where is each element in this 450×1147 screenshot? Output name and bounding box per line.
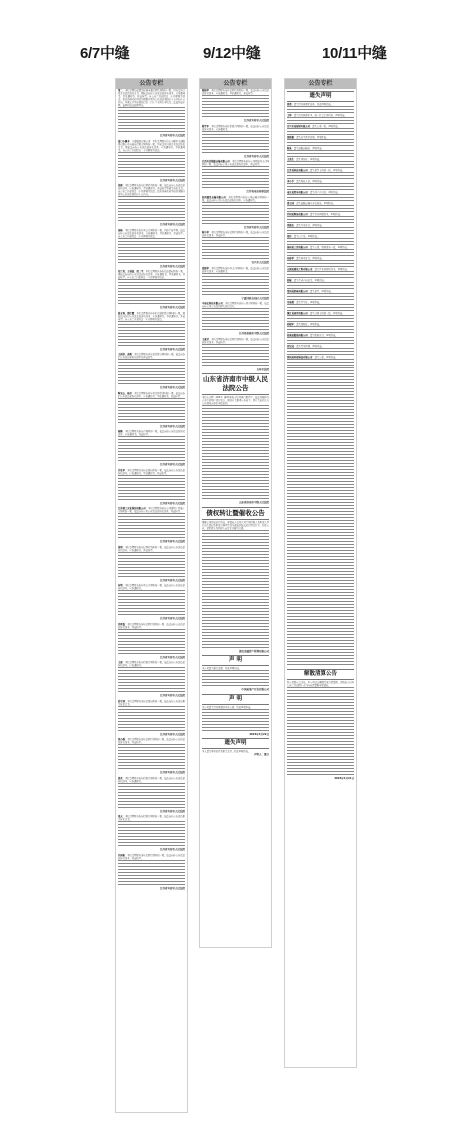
notice-entry: 陈中华：本院受理原告诉你民间借贷纠纷一案，依法向你公告送达起诉状副本、开庭传票。 xyxy=(202,231,269,237)
notice-signature: 江苏省句容市人民法院 xyxy=(159,809,185,813)
date-label-10-11: 10/11中缝 xyxy=(322,45,387,62)
notice-addressee: 镇江某商贸有限公司 xyxy=(287,312,308,315)
notice-body-continued xyxy=(287,304,354,312)
notice-body: 本院受理原告诉你民间借贷纠纷一案，依法向你公告送达起诉状副本、应诉通知书、开庭传票。 xyxy=(118,545,185,552)
notice-entry: 杭州翼星运输有限公司：本院受理原告诉你公司运输合同纠纷一案，依法向你公司公告送达起诉状副本、应诉通知书。 xyxy=(202,195,269,202)
court-notice-body xyxy=(202,405,269,501)
claims-table xyxy=(202,530,269,650)
notice-body: 本院受理原告诉你买卖合同纠纷一案，依法向你公告送达起诉状副本、应诉通知书。 xyxy=(118,584,185,590)
notice-body-continued xyxy=(287,359,354,367)
claims-notice-text: 根据公司债权转让协议，原债权人已将其对下列借款人及担保人享有的主债权及担保合同项下的全部权利依法转让给受让方，特此公告，请借款人及担保人向受让方履行义务。 xyxy=(202,520,269,530)
column-header: 公告专栏 xyxy=(285,79,356,89)
notice-entry: 张天：本院受理原告诉你借款合同纠纷一案，依法向你公告送达相关诉讼文书。 xyxy=(118,815,185,821)
notice-addressee: 张明 xyxy=(118,545,123,549)
notice-entry: 张伟：遗失房产证，声明作废。 xyxy=(287,235,320,238)
notice-entry: 汤杨：本院受理原告诉你买卖合同纠纷一案，因你下落不明，依法向你公告送达起诉状副本、应诉通知书、举证通知书、开庭传票。自公告之日起经过三十日即视为送达。 xyxy=(118,228,185,238)
notice-addressee: 陶文山、杨芳 xyxy=(118,391,132,395)
notice-body: 遗失营业执照正副本，特此声明作废。 xyxy=(293,103,333,106)
notice-addressee: 无锡某建设工程有限公司 xyxy=(287,268,313,271)
lost-notice-signature: 声明人：潘立 xyxy=(253,753,269,756)
notice-body-continued xyxy=(118,590,185,617)
notice-body: 遗失开户许可证，声明作废。 xyxy=(310,191,340,194)
statement2-signature: 2023年4月22日 xyxy=(249,732,269,736)
notice-body: 本院受理原告诉你借款合同纠纷一案，依法向你公告送达起诉状副本、应诉通知书。 xyxy=(202,124,269,131)
notice-addressee: 邓俊杰 xyxy=(287,224,294,227)
notice-body: 本院受理原告诉你们民间借贷纠纷一案，依法向你们公告送达起诉状副本、应诉通知书、举证通知书、开庭传票。 xyxy=(118,391,185,398)
notice-addressee: 南京某贸易有限公司 xyxy=(287,191,308,194)
notice-signature: 江苏省句容市人民法院 xyxy=(243,119,269,122)
notice-signature: 江苏省句容市人民法院 xyxy=(159,347,185,351)
notice-entry: 徐小静：本院受理原告诉你民间借贷纠纷一案，依法向你公告送达起诉状副本、开庭传票。 xyxy=(118,738,185,744)
notice-body: 本院受理原告诉你民间借贷纠纷一案，依法向你公告送达起诉状副本、开庭传票。 xyxy=(202,337,269,344)
notice-addressee: 杨鹤 xyxy=(118,430,123,433)
notice-signature: 江苏省句容市人民法院 xyxy=(159,264,185,268)
notice-body-continued xyxy=(118,196,185,223)
notice-signature: 宜兴市人民法院 xyxy=(251,261,269,264)
notice-body-continued xyxy=(202,95,269,119)
notice-entry: 蓝永贤、蔡红霞：本院受理原告诉你们金融借款合同纠纷一案，现依法向你们公告送达起诉状副本、应诉通知书、举证通知书、开庭传票。自公告之日起经过三十日即视为送达。 xyxy=(118,311,185,321)
notice-body: 遗失营业执照副本，声明作废。 xyxy=(310,213,343,216)
notice-body: 遗失发票，声明作废。 xyxy=(310,290,333,293)
notice-addressee: 李小平 xyxy=(287,180,294,183)
notice-body-continued xyxy=(118,706,185,733)
notice-body-continued xyxy=(287,117,354,125)
notice-addressee: 孙建军 xyxy=(287,323,294,326)
statement-signature: 中国某地产开发有限公司 xyxy=(241,688,269,691)
notice-addressee: 扬州某工贸有限公司 xyxy=(287,246,308,249)
notice-body-continued xyxy=(118,398,185,425)
notice-addressee: 富口小额本 xyxy=(118,139,130,143)
notice-entry: 赵敏：遗失不动产权证书，声明作废。 xyxy=(287,279,327,282)
notice-body-continued xyxy=(287,205,354,213)
notice-addressee: 张伟 xyxy=(287,235,292,238)
notice-entry: 南京某贸易有限公司：遗失开户许可证，声明作废。 xyxy=(287,191,340,194)
notice-body-continued xyxy=(287,260,354,268)
notice-body: 本院受理原告诉你公司建设工程施工合同纠纷一案，依法向你公司公告送达起诉状副本、开庭传票。 xyxy=(118,507,185,513)
notice-entry: 王雷：本院受理原告诉你借款合同纠纷一案，依法向你公告送达起诉状副本、应诉通知书。 xyxy=(118,661,185,667)
deregister-signature: 2023年4月21日 xyxy=(334,777,354,780)
notice-entry: 王素芳：本院受理原告诉你民间借贷纠纷一案，依法向你公告送达起诉状副本、开庭传票。 xyxy=(202,337,269,344)
notice-addressee: 陈中华 xyxy=(202,231,209,234)
notice-addressee: 江苏某科技有限公司 xyxy=(287,169,308,172)
notice-body-continued xyxy=(118,107,185,134)
deregister-heading: 解散清算公告 xyxy=(287,669,354,680)
notice-column-6-7 xyxy=(115,78,188,1113)
notice-body: 遗失学生证，声明作废。 xyxy=(296,301,322,304)
lost-notice-heading: 遗失声明 xyxy=(287,91,354,102)
notice-body: 遗失营业执照正本，统一社会信用代码，声明作废。 xyxy=(293,114,347,117)
notice-body-continued xyxy=(118,152,185,179)
notice-body: 遗失驾驶证，声明作废。 xyxy=(296,323,322,326)
lost-notice-text: 本人遗失身份证件及相关文件，特此声明作废。 xyxy=(202,750,251,753)
notice-signature: 江苏省句容市人民法院 xyxy=(159,540,185,543)
statement-heading: 声 明 xyxy=(202,655,269,666)
column-header: 公告专栏 xyxy=(116,79,187,89)
notice-entry: 陶文山、杨芳：本院受理原告诉你们民间借贷纠纷一案，依法向你们公告送达起诉状副本、应诉通知书、举证通知书、开庭传票。 xyxy=(118,391,185,398)
notice-body: 遗失营业执照，声明作废。 xyxy=(296,345,324,348)
notice-signature: 江苏省句容市人民法院 xyxy=(159,223,185,226)
notice-signature: 江苏省句容市人民法院 xyxy=(159,386,185,389)
notice-addressee: 杭州翼星运输有限公司 xyxy=(202,195,226,199)
notice-signature: 宁夏回族自治区人民法院 xyxy=(241,296,269,300)
notice-body: 本院受理原告诉你追偿权纠纷一案，依法向你公告送达起诉状副本、应诉通知书、举证通知书、开庭传票。 xyxy=(118,468,185,475)
statement-body xyxy=(202,670,269,688)
notice-signature: 江苏省句容市人民法院 xyxy=(159,463,185,466)
notice-addressee: 王国伟、黄莉 xyxy=(118,353,132,356)
notice-body: 遗失公章一枚，声明作废。 xyxy=(312,125,340,128)
notice-entry: 无锡某建设工程有限公司：遗失营业执照正副本，声明作废。 xyxy=(287,268,350,271)
notice-body-continued xyxy=(118,359,185,386)
notice-body: 遗失公章、财务章各一枚，声明作废。 xyxy=(310,246,350,249)
notice-body: 本院受理原告诉你合同纠纷一案，依法向你公告送达起诉状副本、应诉通知书、开庭传票。 xyxy=(118,430,185,436)
notice-entry: 沙泽磊：本院受理原告诉你民间借贷纠纷一案，依法向你公告送达起诉状副本、开庭传票。 xyxy=(118,622,185,629)
notice-addressee: 中南亿科技有限公司 xyxy=(202,302,223,305)
notice-body-continued xyxy=(287,326,354,334)
notice-body: 本院受理原告诉你借款合同纠纷一案，依法向你公告送达起诉状副本、应诉通知书。 xyxy=(118,661,185,667)
date-label-9-12: 9/12中缝 xyxy=(203,45,261,62)
notice-addressee: 陈建华 xyxy=(202,89,209,92)
notice-addressee: 蓝永贤、蔡红霞 xyxy=(118,311,135,315)
notice-signature: 江苏省句容市人民法院 xyxy=(159,134,185,137)
notice-signature: 江苏省南京海事法院 xyxy=(246,190,269,193)
notice-addressee: 吴海燕 xyxy=(287,301,294,304)
notice-body: 遗失合同专用章一枚，声明作废。 xyxy=(310,312,345,315)
notice-addressee: 盐城某船舶有限公司 xyxy=(287,334,308,337)
lost-notice-heading: 遗失声明 xyxy=(202,738,269,749)
notice-signature: 江苏省句容市人民法院 xyxy=(243,225,269,229)
notice-entry: 涂建华：本院受理原告诉你买卖合同纠纷一案，依法向你公告送达起诉状副本、应诉通知书。 xyxy=(202,266,269,273)
notice-addressee: 江苏建工实业集团有限公司 xyxy=(118,507,146,510)
notice-body: 本院受理原告诉你们借款合同纠纷一案，依法向你们公告送达起诉状副本及开庭传票。 xyxy=(118,353,185,359)
notice-body: 遗失出生医学证明，声明作废。 xyxy=(296,136,329,139)
notice-addressee: 汤杨 xyxy=(118,228,123,232)
notice-body: 本院受理原告诉你们金融借款合同纠纷一案，现依法向你们公告送达起诉状副本、应诉通知书、举证通知书、开庭传票。自公告之日起经过三十日即视为送达。 xyxy=(118,311,185,321)
notice-entry: 江苏某科技有限公司：遗失发票专用章一枚，声明作废。 xyxy=(287,169,345,172)
notice-entry: 盐城某船舶有限公司：遗失船舶证书，声明作废。 xyxy=(287,334,338,337)
notice-entry: 富口小额本：金融服务有限公司：本院受理原告常口小额本金融服务有限公司与被告借款合同纠纷一案，因无法用其他方式送达诉讼文书，现依法向你公告送达起诉状副本、应诉通知书、举证通知书。自公告之日起经过三十日即视为送达。 xyxy=(118,139,185,152)
notice-addressee: 王坤 xyxy=(287,114,292,117)
notice-body-continued xyxy=(118,475,185,502)
notice-signature: 江苏省句容市人民法院 xyxy=(159,694,185,697)
notice-entry: 常州某机械有限公司：遗失发票，声明作废。 xyxy=(287,290,333,293)
notice-body-continued xyxy=(118,279,185,306)
notice-body-continued xyxy=(118,629,185,656)
notice-entry: 张明：本院受理原告诉你民间借贷纠纷一案，依法向你公告送达起诉状副本、应诉通知书、开庭传票。 xyxy=(118,545,185,552)
notice-addressee: 张晓雄 xyxy=(287,136,294,139)
notice-addressee: 胡清 xyxy=(118,184,123,187)
claims-notice-signature: 湖北金融资产管理有限公司 xyxy=(238,649,269,653)
notice-body: 本院受理原告诉你借款合同纠纷一案，依法向你公告送达起诉状副本、应诉通知书。 xyxy=(118,776,185,783)
notice-body-continued xyxy=(202,308,269,332)
notice-addressee: 涂建华 xyxy=(202,266,209,270)
notice-entry: 陈建华：本院受理原告诉你民间借贷纠纷一案，依法向你公告送达起诉状副本、应诉通知书、举证通知书、开庭传票。 xyxy=(202,89,269,95)
notice-entry: 吴海燕：遗失学生证，声明作废。 xyxy=(287,301,322,304)
notice-body: 本院受理原告诉你民间借贷纠纷一案，依法向你公告送达起诉状副本、应诉通知书、举证通知书、开庭传票及相关诉讼文书。自公告之日起经过三十日即视为送达。提出答辩状和举证的期限分别为公告送达期满后十五日内。 xyxy=(118,184,185,196)
notice-addressee: 刘兰英、王春波、周二平 xyxy=(118,270,144,273)
deregister-body xyxy=(287,687,354,777)
notice-addressee: 常州某机械有限公司 xyxy=(287,290,308,293)
notice-body-continued xyxy=(287,172,354,180)
notice-body-continued xyxy=(287,139,354,147)
notice-body-continued xyxy=(287,249,354,257)
notice-body: 本院受理的赵建治诉杨奎强民间借贷纠纷一案，因无法用其他方式送达诉讼文书，现依法向你公告送达起诉状副本、应诉通知书、举证通知书、开庭传票。自公告之日起经过三十日即视为送达。提出答辩状和举证的期限分别为公告送达期满后十五日和十五日内。本案定于举证期满后第三日上午九时在本院第二法庭开庭审理，逾期将依法缺席判决。 xyxy=(118,89,185,107)
notice-body: 本院受理原告诉你买卖合同纠纷一案，因你下落不明，依法向你公告送达起诉状副本、应诉通知书、举证通知书、开庭传票。自公告之日起经过三十日即视为送达。 xyxy=(118,228,185,238)
court-notice-heading: 山东省济南市中级人民法院公告 xyxy=(202,373,269,395)
notice-entry: 中南亿科技有限公司：本院受理原告诉你公司合同纠纷一案，依法向你公司公告送达相关诉讼文书。 xyxy=(202,302,269,308)
notice-body: 遗失执业证书，声明作废。 xyxy=(296,257,324,260)
notice-body-continued xyxy=(287,238,354,246)
notice-signature: 江苏省句容市人民法院 xyxy=(159,424,185,428)
notice-body-continued xyxy=(287,183,354,191)
column-header: 公告专栏 xyxy=(200,79,271,89)
notice-entry: 苏州某物流有限公司：遗失营业执照副本，声明作废。 xyxy=(287,213,343,216)
notice-signature: 江苏省句容市人民法院 xyxy=(159,771,185,774)
notice-entry: 扬州某工贸有限公司：遗失公章、财务章各一枚，声明作废。 xyxy=(287,246,350,249)
notice-entry: 江西有余船舶运输有限公司：本院受理原告诉你公司船舶买卖合同纠纷一案，依法向你公司公告送达起诉状副本、开庭传票。 xyxy=(202,160,269,166)
notice-entry: 第二：本院受理的赵建治诉杨奎强民间借贷纠纷一案，因无法用其他方式送达诉讼文书，现依法向你公告送达起诉状副本、应诉通知书、举证通知书、开庭传票。自公告之日起经过三十日即视为送达。提出答辩状和举证的期限分别为公告送达期满后十五日和十五日内。本案定于举证期满后第三日上午九时在本院第二法庭开庭审理，逾期将依法缺席判决。 xyxy=(118,89,185,107)
court-notice-text: 本院在审理（2023）鲁01执恢字第号执行案件中，依法对被执行人名下的财产进行拍卖，现将有关事项公告如下，请有关权利人在公告期内向本院申报权利。 xyxy=(202,396,269,405)
notice-addressee: 张天 xyxy=(118,815,123,818)
notice-addressee: 何明 xyxy=(118,584,123,587)
statement2-body xyxy=(202,709,269,733)
notice-addressee: 许景华 xyxy=(118,468,125,472)
notice-entry: 孙宇清：本院受理原告诉你追偿权纠纷一案，依法向你公告送达相关诉讼文书。 xyxy=(118,699,185,706)
notice-entry: 刘春华：遗失执业证书，声明作废。 xyxy=(287,257,324,260)
notice-entry: 许景华：本院受理原告诉你追偿权纠纷一案，依法向你公告送达起诉状副本、应诉通知书、举证通知书、开庭传票。 xyxy=(118,468,185,475)
notice-body: 金融服务有限公司：本院受理原告常口小额本金融服务有限公司与被告借款合同纠纷一案，因无法用其他方式送达诉讼文书，现依法向你公告送达起诉状副本、应诉通知书、举证通知书。自公告之日起经过三十日即视为送达。 xyxy=(118,139,185,152)
notice-body: 本院受理原告诉你借款合同纠纷一案，依法向你公告送达相关诉讼文书。 xyxy=(118,815,185,821)
notice-body-continued xyxy=(202,166,269,190)
notice-body-continued xyxy=(287,227,354,235)
notice-addressee: 陈学军 xyxy=(202,124,209,128)
notice-body-continued xyxy=(287,216,354,224)
lost-notice-continued xyxy=(287,367,354,667)
notice-entry: 周立国：遗失道路运输从业资格证，声明作废。 xyxy=(287,202,336,205)
notice-entry: 张晓雄：遗失出生医学证明，声明作废。 xyxy=(287,136,329,139)
notice-entry: 江苏建工实业集团有限公司：本院受理原告诉你公司建设工程施工合同纠纷一案，依法向你公司公告送达起诉状副本、开庭传票。 xyxy=(118,507,185,513)
notice-signature: 江苏省句容市人民法院 xyxy=(159,848,185,851)
notice-body: 遗失道路运输证，声明作废。 xyxy=(293,147,324,150)
notice-body: 本院受理原告诉你公司运输合同纠纷一案，依法向你公司公告送达起诉状副本、应诉通知书。 xyxy=(202,195,269,202)
notice-signature: 江苏省句容市人民法院 xyxy=(159,578,185,582)
statement2-heading: 声 明 xyxy=(202,694,269,705)
notice-body: 遗失房产证，声明作废。 xyxy=(293,235,320,238)
notice-body: 遗失船舶证书，声明作废。 xyxy=(310,334,338,337)
notice-signature: 江苏省句容市人民法院 xyxy=(159,886,185,890)
notice-body: 本院受理原告诉你民间借贷纠纷一案，依法向你公告送达起诉状副本、开庭传票。 xyxy=(202,231,269,237)
notice-entry: 宜兴市某建材有限公司：遗失公章一枚，声明作废。 xyxy=(287,125,340,128)
notice-body-continued xyxy=(287,348,354,356)
notice-signature: 玉环市法院 xyxy=(256,367,269,371)
notice-addressee: 徐勇 xyxy=(287,103,292,106)
notice-addressee: 胡宝成 xyxy=(287,345,294,348)
notice-addressee: 江西有余船舶运输有限公司 xyxy=(202,160,230,163)
notice-column-10-11 xyxy=(284,78,357,1068)
notice-body-continued xyxy=(118,821,185,848)
notice-body-continued xyxy=(118,238,185,265)
notice-addressee: 许国栋 xyxy=(118,853,125,857)
notice-list xyxy=(116,89,187,890)
notice-addressee: 陈某 xyxy=(287,147,292,150)
notice-body-continued xyxy=(118,783,185,810)
notice-entry: 李小平：遗失残疾人证，声明作废。 xyxy=(287,180,324,183)
notice-body: 遗失营业执照正副本，声明作废。 xyxy=(314,268,350,271)
notice-body: 本院受理原告诉你们追偿权纠纷一案，现依法向你们公告送达起诉状副本、应诉通知书、举证通知书、开庭传票。自公告之日起经过三十日即视为送达。 xyxy=(118,270,185,279)
notice-entry: 徐勇：遗失营业执照正副本，特此声明作废。 xyxy=(287,103,333,106)
notice-entry: 陈某：遗失道路运输证，声明作废。 xyxy=(287,147,324,150)
notice-entry: 王坤：遗失营业执照正本，统一社会信用代码，声明作废。 xyxy=(287,114,347,117)
notice-addressee: 张兆 xyxy=(118,776,123,780)
notice-body: 本院受理原告诉你民间借贷纠纷一案，依法向你公告送达起诉状副本、开庭传票。 xyxy=(118,738,185,744)
notice-body: 本院受理原告诉你民间借贷纠纷一案，依法向你公告送达起诉状副本、开庭传票。 xyxy=(118,622,185,629)
notice-body-continued xyxy=(287,271,354,279)
notice-signature: 江苏省句容市人民法院 xyxy=(159,501,185,505)
notice-body-continued xyxy=(118,321,185,348)
claims-notice-heading: 债权转让暨催收公告 xyxy=(202,507,269,520)
notice-signature: 江苏省句容市人民法院 xyxy=(243,154,269,158)
statement2-text: 本公司遗失营业执照副本及公章，特此声明作废。 xyxy=(202,705,253,709)
notice-body-continued xyxy=(287,293,354,301)
notice-signature: 江苏省句容市人民法院 xyxy=(159,306,185,309)
notice-signature: 江苏省句容市人民法院 xyxy=(159,655,185,659)
notice-body-continued xyxy=(202,344,269,368)
notice-body: 本院受理原告诉你民间借贷纠纷一案，依法向你公告送达起诉状副本、应诉通知书、举证通知书、开庭传票。 xyxy=(202,89,269,95)
notice-addressee: 周立国 xyxy=(287,202,294,205)
notice-entry: 徐州某环保科技有限公司：遗失公章，声明作废。 xyxy=(287,356,338,359)
notice-body-continued xyxy=(118,860,185,887)
notice-addressee: 王素芳 xyxy=(202,337,209,341)
notice-body: 遗失身份证，声明作废。 xyxy=(296,158,322,161)
notice-body-continued xyxy=(287,150,354,158)
notice-body-continued xyxy=(202,273,269,297)
notice-body-continued xyxy=(287,161,354,169)
notice-entry: 镇江某商贸有限公司：遗失合同专用章一枚，声明作废。 xyxy=(287,312,345,315)
notice-body-continued xyxy=(202,237,269,261)
notice-signature: 江苏省句容市人民法院 xyxy=(159,732,185,736)
notice-addressee: 宜兴市某建材有限公司 xyxy=(287,125,310,128)
notice-list xyxy=(200,89,271,371)
notice-entry: 陈学军：本院受理原告诉你借款合同纠纷一案，依法向你公告送达起诉状副本、应诉通知书。 xyxy=(202,124,269,131)
notice-addressee: 徐州某环保科技有限公司 xyxy=(287,356,313,359)
notice-addressee: 孙宇清 xyxy=(118,699,125,703)
notice-addressee: 刘春华 xyxy=(287,257,294,260)
court-notice-signature: 山东省济南市中级人民法院 xyxy=(238,501,269,504)
notice-entry: 杨鹤：本院受理原告诉你合同纠纷一案，依法向你公告送达起诉状副本、应诉通知书、开庭传票。 xyxy=(118,430,185,436)
notice-body: 遗失残疾人证，声明作废。 xyxy=(296,180,324,183)
deregister-text: 经公司股东会决议，本公司决定解散并成立清算组，请债权人自本公告之日起四十五日内向清算组申报债权。 xyxy=(287,681,354,687)
notice-addressee: 徐小静 xyxy=(118,738,125,741)
notice-body: 遗失不动产权证书，声明作废。 xyxy=(293,279,327,282)
statement-text: 本公司遗失相关证照，特此声明作废。 xyxy=(202,667,242,670)
notice-entry: 胡宝成：遗失营业执照，声明作废。 xyxy=(287,345,324,348)
notice-addressee: 赵敏 xyxy=(287,279,292,282)
notice-body: 本院受理原告诉你民间借贷纠纷一案，依法向你公告送达起诉状副本、开庭传票。 xyxy=(118,853,185,860)
notice-body: 本院受理原告诉你公司船舶买卖合同纠纷一案，依法向你公司公告送达起诉状副本、开庭传票。 xyxy=(202,160,269,166)
notice-entry: 王荣生：遗失身份证，声明作废。 xyxy=(287,158,322,161)
notice-body-continued xyxy=(287,194,354,202)
notice-body-continued xyxy=(118,552,185,579)
lost-notice-list xyxy=(285,103,356,367)
notice-body-continued xyxy=(287,282,354,290)
date-label-6-7: 6/7中缝 xyxy=(80,45,130,62)
notice-entry: 许国栋：本院受理原告诉你民间借贷纠纷一案，依法向你公告送达起诉状副本、开庭传票。 xyxy=(118,853,185,860)
notice-body: 遗失公章，声明作废。 xyxy=(314,356,338,359)
notice-body-continued xyxy=(118,513,185,540)
notice-body: 遗失道路运输从业资格证，声明作废。 xyxy=(296,202,336,205)
notice-entry: 孙建军：遗失驾驶证，声明作废。 xyxy=(287,323,322,326)
notice-addressee: 王荣生 xyxy=(287,158,294,161)
notice-body: 遗失毕业证书，声明作废。 xyxy=(296,224,324,227)
notice-column-9-12 xyxy=(199,78,272,948)
notice-entry: 邓俊杰：遗失毕业证书，声明作废。 xyxy=(287,224,324,227)
notice-body-continued xyxy=(118,667,185,694)
notice-body-continued xyxy=(287,106,354,114)
notice-body-continued xyxy=(118,436,185,463)
notice-entry: 王国伟、黄莉：本院受理原告诉你们借款合同纠纷一案，依法向你们公告送达起诉状副本及开庭传票。 xyxy=(118,353,185,359)
notice-body-continued xyxy=(287,128,354,136)
notice-addressee: 苏州某物流有限公司 xyxy=(287,213,308,216)
notice-addressee: 王雷 xyxy=(118,661,123,664)
notice-signature: 江苏省句容市人民法院 xyxy=(159,178,185,182)
notice-body-continued xyxy=(287,315,354,323)
notice-entry: 刘兰英、王春波、周二平：本院受理原告诉你们追偿权纠纷一案，现依法向你们公告送达起诉状副本、应诉通知书、举证通知书、开庭传票。自公告之日起经过三十日即视为送达。 xyxy=(118,270,185,279)
notice-body-continued xyxy=(202,131,269,155)
notice-addressee: 第二 xyxy=(118,89,123,92)
notice-body-continued xyxy=(202,202,269,226)
notice-entry: 胡清：本院受理原告诉你民间借贷纠纷一案，依法向你公告送达起诉状副本、应诉通知书、举证通知书、开庭传票及相关诉讼文书。自公告之日起经过三十日即视为送达。提出答辩状和举证的期限分别为公告送达期满后十五日内。 xyxy=(118,184,185,196)
notice-signature: 江苏省句容市人民法院 xyxy=(159,617,185,620)
notice-body: 本院受理原告诉你买卖合同纠纷一案，依法向你公告送达起诉状副本、应诉通知书。 xyxy=(202,266,269,273)
notice-addressee: 沙泽磊 xyxy=(118,622,125,626)
notice-body-continued xyxy=(118,744,185,771)
notice-signature: 江苏省盐城市中级人民法院 xyxy=(238,332,269,335)
notice-entry: 何明：本院受理原告诉你买卖合同纠纷一案，依法向你公告送达起诉状副本、应诉通知书。 xyxy=(118,584,185,590)
notice-body: 本院受理原告诉你追偿权纠纷一案，依法向你公告送达相关诉讼文书。 xyxy=(118,699,185,706)
notice-body: 本院受理原告诉你公司合同纠纷一案，依法向你公司公告送达相关诉讼文书。 xyxy=(202,302,269,308)
notice-body: 遗失发票专用章一枚，声明作废。 xyxy=(310,169,345,172)
notice-entry: 张兆：本院受理原告诉你借款合同纠纷一案，依法向你公告送达起诉状副本、应诉通知书。 xyxy=(118,776,185,783)
notice-body-continued xyxy=(287,337,354,345)
